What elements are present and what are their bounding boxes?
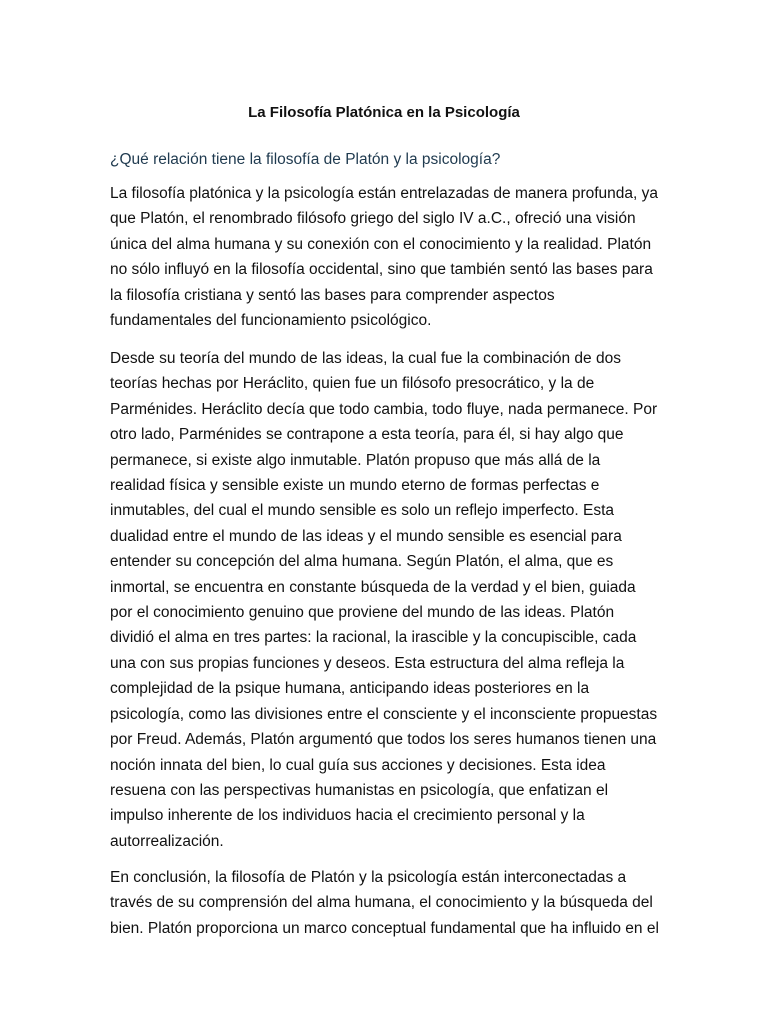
paragraph-line: autorrealización. xyxy=(110,832,224,850)
paragraph-line: otro lado, Parménides se contrapone a esta teoría, para él, si hay algo que xyxy=(110,426,624,444)
paragraph-line: complejidad de la psique humana, anticipando ideas posteriores en la xyxy=(110,680,590,698)
paragraph-3 xyxy=(110,865,658,941)
paragraph-line: psicología, como las divisiones entre el consciente y el inconsciente propuestas xyxy=(110,705,658,723)
paragraph-line: la filosofía cristiana y sentó las bases para comprender aspectos xyxy=(110,286,555,304)
paragraph-line: una con sus propias funciones y deseos. Esta estructura del alma refleja la xyxy=(110,654,625,672)
paragraph-line: Desde su teoría del mundo de las ideas, la cual fue la combinación de dos xyxy=(110,350,621,367)
paragraph-line: única del alma humana y su conexión con el conocimiento y la realidad. Platón xyxy=(110,235,652,253)
document-subtitle: ¿Qué relación tiene la filosofía de Platón y la psicología? xyxy=(110,151,501,168)
paragraph-line: Parménides. Heráclito decía que todo cambia, todo fluye, nada permanece. Por xyxy=(110,400,658,418)
paragraph-line: permanece, si existe algo inmutable. Platón propuso que más allá de la xyxy=(110,451,601,469)
paragraph-line: dualidad entre el mundo de las ideas y el mundo sensible es esencial para xyxy=(110,527,622,545)
paragraph-line: noción innata del bien, lo cual guía sus acciones y decisiones. Esta idea xyxy=(110,756,606,774)
paragraph-line: no sólo influyó en la filosofía occidental, sino que también sentó las bases para xyxy=(110,261,653,279)
paragraph-line: bien. Platón proporciona un marco conceptual fundamental que ha influido en el xyxy=(110,919,659,937)
paragraph-line: En conclusión, la filosofía de Platón y la psicología están interconectadas a xyxy=(110,869,627,886)
paragraph-2 xyxy=(110,346,658,854)
paragraph-line: resuena con las perspectivas humanistas en psicología, que enfatizan el xyxy=(110,781,609,799)
paragraph-line: inmortal, se encuentra en constante búsqueda de la verdad y el bien, guiada xyxy=(110,578,636,596)
paragraph-1 xyxy=(110,181,658,333)
paragraph-line: impulso inherente de los individuos hacia el crecimiento personal y la xyxy=(110,807,585,825)
paragraph-line: entender su concepción del alma humana. Según Platón, el alma, que es xyxy=(110,553,614,571)
paragraph-line: realidad física y sensible existe un mundo eterno de formas perfectas e xyxy=(110,477,600,495)
paragraph-line: La filosofía platónica y la psicología están entrelazadas de manera profunda, ya xyxy=(110,185,659,202)
document-title: La Filosofía Platónica en la Psicología xyxy=(248,104,520,121)
paragraph-line: por Freud. Además, Platón argumentó que todos los seres humanos tienen una xyxy=(110,731,657,749)
paragraph-line: teorías hechas por Heráclito, quien fue un filósofo presocrático, y la de xyxy=(110,375,595,393)
paragraph-line: que Platón, el renombrado filósofo griego del siglo IV a.C., ofreció una visión xyxy=(110,210,636,228)
paragraph-line: inmutables, del cual el mundo sensible es solo un reflejo imperfecto. Esta xyxy=(110,502,615,520)
paragraph-line: través de su comprensión del alma humana, el conocimiento y la búsqueda del xyxy=(110,894,653,912)
paragraph-line: dividió el alma en tres partes: la racional, la irascible y la concupiscible, cada xyxy=(110,629,637,647)
paragraph-line: por el conocimiento genuino que proviene del mundo de las ideas. Platón xyxy=(110,604,615,622)
paragraph-line: fundamentales del funcionamiento psicológico. xyxy=(110,312,432,330)
